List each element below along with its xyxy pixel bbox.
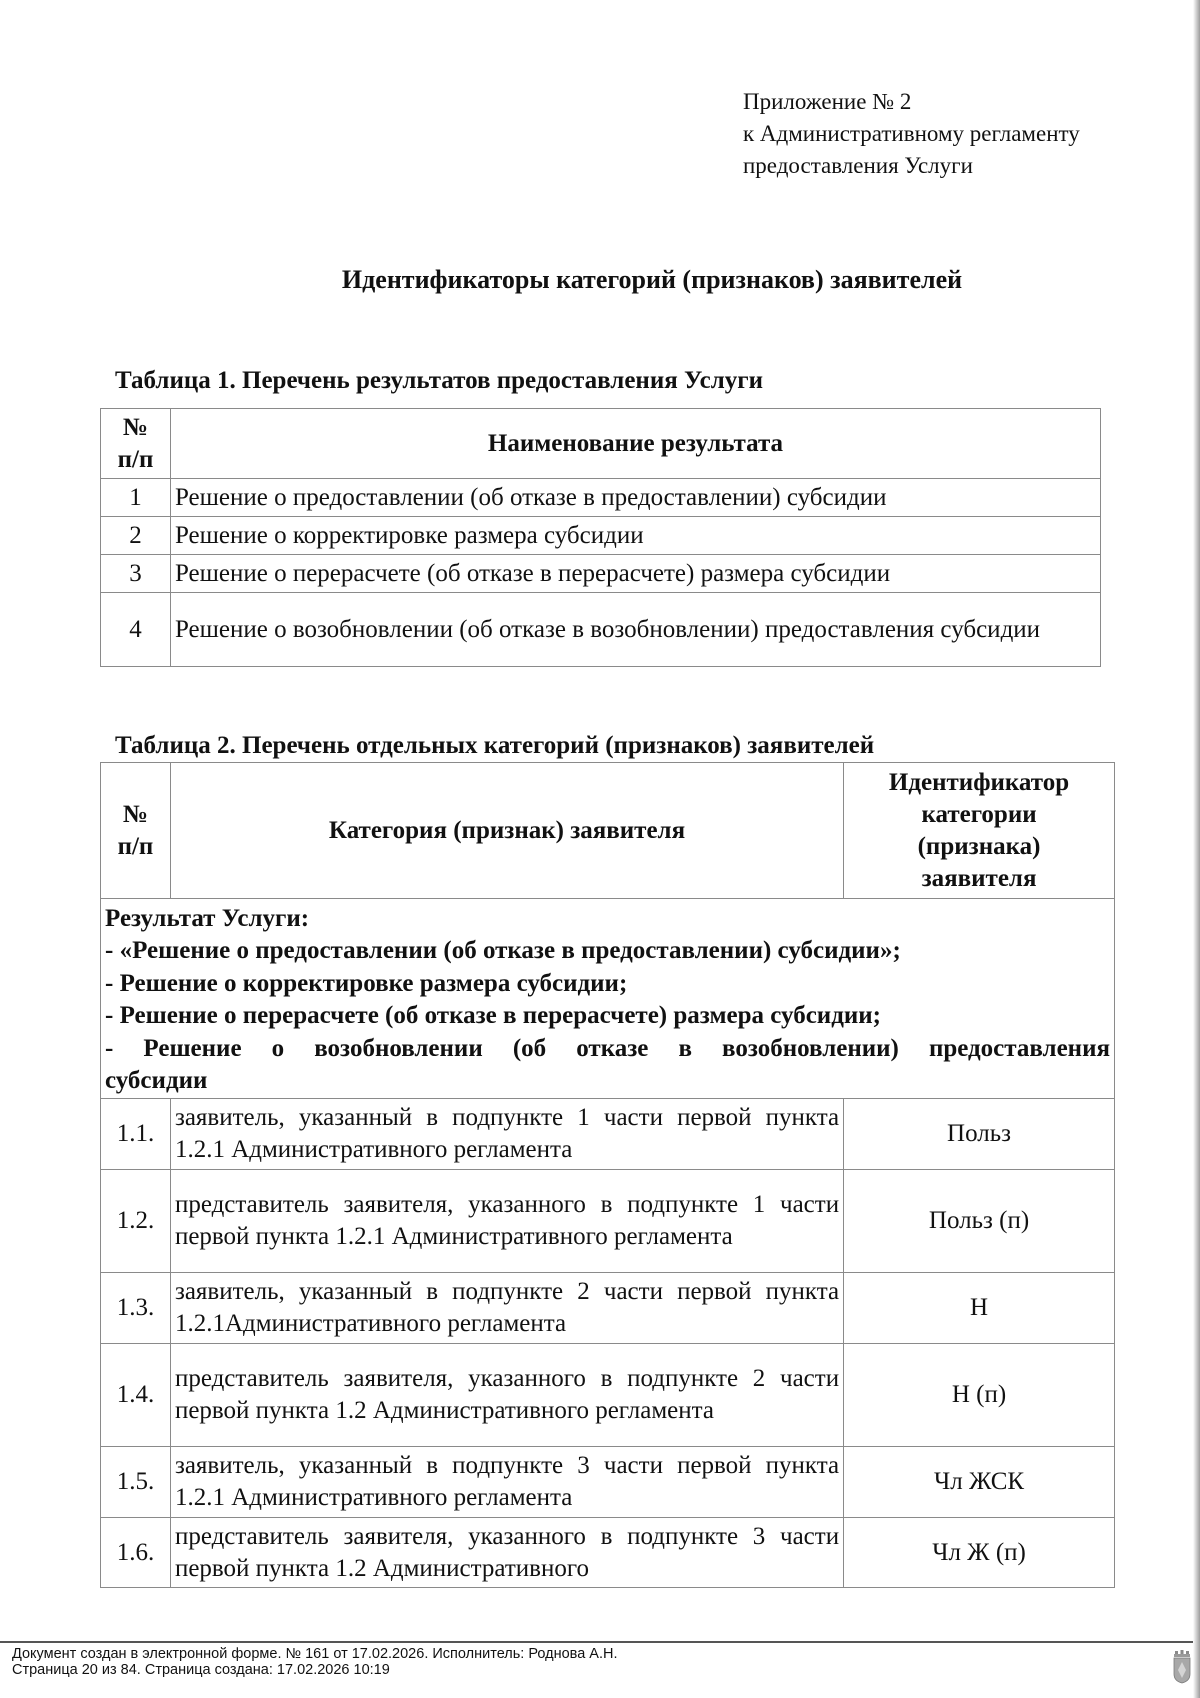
table2-row-num: 1.1. [101, 1099, 171, 1170]
table2-row-num: 1.3. [101, 1273, 171, 1344]
table2-row [101, 1447, 1115, 1518]
appendix-line-1: Приложение № 2 [743, 89, 912, 114]
appendix-note [743, 86, 1163, 182]
table1-header-num [101, 409, 171, 479]
table2-row-num: 1.6. [101, 1518, 171, 1588]
table2-row [101, 1518, 1115, 1588]
table1-row-text: Решение о предоставлении (об отказе в предоставлении) субсидии [170, 479, 1100, 517]
table1-row [101, 593, 1101, 667]
table2-row [101, 1273, 1115, 1344]
table1-caption: Таблица 1. Перечень результатов предоставления Услуги [115, 367, 764, 394]
coat-of-arms-icon [1172, 1650, 1192, 1684]
table2-row-num: 1.4. [101, 1344, 171, 1447]
result-group-line: - Решение о возобновлении (об отказе в возобновлении) предоставления [105, 1034, 1110, 1062]
table1-row-text: Решение о корректировке размера субсидии [170, 517, 1100, 555]
page-edge [1193, 0, 1200, 1698]
footer-line-1: Документ создан в электронной форме. № 161 от 17.02.2026. Исполнитель: Роднова А.Н. [12, 1646, 618, 1662]
table2-row [101, 1344, 1115, 1447]
table2-group-row [101, 899, 1115, 1099]
table2-row-text: представитель заявителя, указанного в подпункте 2 части первой пункта 1.2 Административного регламента [170, 1344, 843, 1447]
table1-header-num-line2: п/п [117, 445, 154, 473]
table2-header-num [101, 763, 171, 899]
document-title: Идентификаторы категорий (признаков) заявителей [341, 265, 963, 294]
result-group-line: Результат Услуги: [105, 904, 310, 932]
table2-row-num: 1.2. [101, 1170, 171, 1273]
table2-row-text: представитель заявителя, указанного в подпункте 1 части первой пункта 1.2.1 Административного регламента [170, 1170, 843, 1273]
table2-row [101, 1099, 1115, 1170]
table2-row-text: заявитель, указанный в подпункте 1 части первой пункта 1.2.1 Административного регламента [170, 1099, 843, 1170]
table2-row [101, 1170, 1115, 1273]
table2-row-text: заявитель, указанный в подпункте 2 части первой пункта 1.2.1Административного регламента [170, 1273, 843, 1344]
table1-row-num: 2 [101, 517, 171, 555]
table1-header-name: Наименование результата [170, 409, 1100, 479]
result-group-line: - Решение о перерасчете (об отказе в перерасчете) размера субсидии; [105, 1002, 881, 1029]
table1-header-row [101, 409, 1101, 479]
table2-row-identifier: Чл ЖСК [844, 1447, 1115, 1518]
table1-row-text: Решение о перерасчете (об отказе в перерасчете) размера субсидии [170, 555, 1100, 593]
table1-row-num: 4 [101, 593, 171, 667]
result-group-line: субсидии [105, 1067, 208, 1094]
table2-row-num: 1.5. [101, 1447, 171, 1518]
result-group-cell [101, 899, 1115, 1099]
table2-row-text: представитель заявителя, указанного в подпункте 3 части первой пункта 1.2 Административного [170, 1518, 843, 1588]
result-group-line: - «Решение о предоставлении (об отказе в предоставлении) субсидии»; [105, 937, 901, 964]
table2-row-identifier: Польз [844, 1099, 1115, 1170]
table2-header-identifier: Идентификатор категории (признака) заявителя [844, 763, 1115, 899]
table2-caption: Таблица 2. Перечень отдельных категорий (признаков) заявителей [115, 732, 875, 759]
footer-divider [0, 1641, 1193, 1643]
appendix-line-2: к Административному регламенту [743, 121, 1080, 146]
result-group-line: - Решение о корректировке размера субсидии; [105, 969, 628, 997]
categories-table [100, 762, 1115, 1588]
appendix-line-3: предоставления Услуги [743, 153, 973, 178]
table1-header-num-line1: № [122, 413, 149, 441]
table2-header-num-line1: № [122, 800, 149, 828]
footer-line-2: Страница 20 из 84. Страница создана: 17.02.2026 10:19 [12, 1662, 390, 1678]
table2-header-category: Категория (признак) заявителя [170, 763, 843, 899]
table2-row-identifier: Польз (п) [844, 1170, 1115, 1273]
table2-row-text: заявитель, указанный в подпункте 3 части первой пункта 1.2.1 Административного регламента [170, 1447, 843, 1518]
table2-row-identifier: Н [844, 1273, 1115, 1344]
table1-row [101, 517, 1101, 555]
table2-row-identifier: Чл Ж (п) [844, 1518, 1115, 1588]
table1-row [101, 555, 1101, 593]
table1-row-num: 3 [101, 555, 171, 593]
table2-header-num-line2: п/п [117, 832, 154, 860]
footer [12, 1646, 618, 1678]
table1-row-text: Решение о возобновлении (об отказе в возобновлении) предоставления субсидии [170, 593, 1100, 667]
table1-row-num: 1 [101, 479, 171, 517]
table2-header-row [101, 763, 1115, 899]
results-table [100, 408, 1101, 667]
table1-row [101, 479, 1101, 517]
table2-row-identifier: Н (п) [844, 1344, 1115, 1447]
